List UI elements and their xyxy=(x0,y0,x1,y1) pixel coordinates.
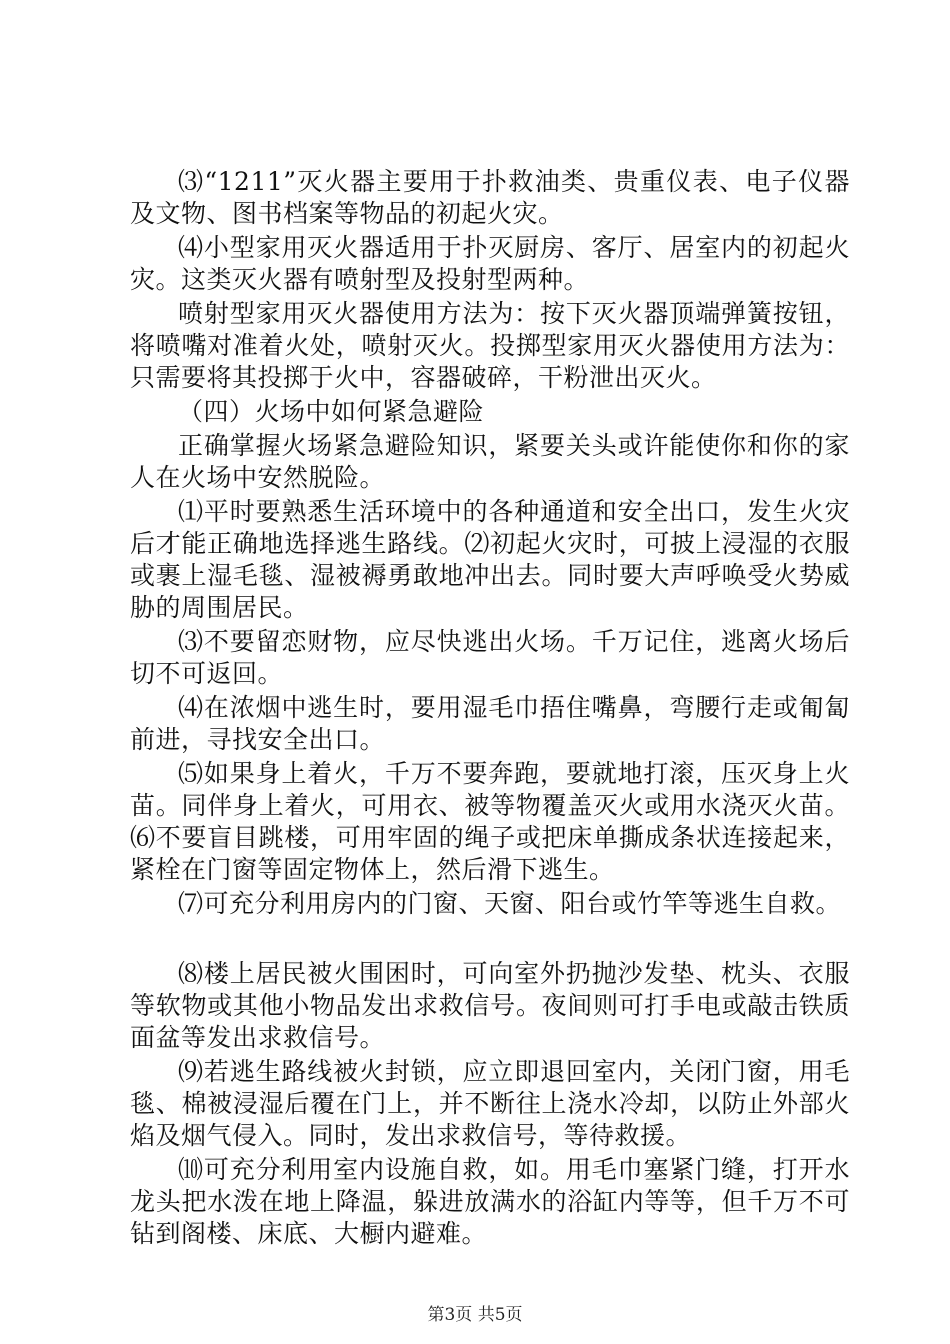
section-heading-emergency: （四）火场中如何紧急避险 xyxy=(178,397,485,426)
paragraph-item-5-6: ⑸如果身上着火，千万不要奔跑，要就地打滚，压灭身上火苗。同伴身上着火，可用衣、被等物覆盖灭火或用水浇灭火苗。⑹不要盲目跳楼，可用牢固的绳子或把床单撕成条状连接起来，紧栓在门窗等固定物体上，然后滑下逃生。 xyxy=(130,759,850,884)
paragraph-item-3: ⑶不要留恋财物，应尽快逃出火场。千万记住，逃离火场后切不可返回。 xyxy=(130,627,850,688)
paragraph-household-extinguisher: ⑷小型家用灭火器适用于扑灭厨房、客厅、居室内的初起火灾。这类灭火器有喷射型及投射型两种。 xyxy=(130,233,850,294)
paragraph-item-1-2: ⑴平时要熟悉生活环境中的各种通道和安全出口，发生火灾后才能正确地选择逃生路线。⑵初起火灾时，可披上浸湿的衣服或裹上湿毛毯、湿被褥勇敢地冲出去。同时要大声呼唤受火势威胁的周围居民。 xyxy=(130,497,850,622)
paragraph-item-10: ⑽可充分利用室内设施自救，如。用毛巾塞紧门缝，打开水龙头把水泼在地上降温，躲进放满水的浴缸内等等，但千万不可钻到阁楼、床底、大橱内避难。 xyxy=(130,1155,850,1248)
paragraph-usage-method: 喷射型家用灭火器使用方法为：按下灭火器顶端弹簧按钮，将喷嘴对准着火处，喷射灭火。投掷型家用灭火器使用方法为：只需要将其投掷于火中，容器破碎，干粉泄出灭火。 xyxy=(130,299,850,392)
paragraph-item-4: ⑷在浓烟中逃生时，要用湿毛巾捂住嘴鼻，弯腰行走或匍匐前进，寻找安全出口。 xyxy=(130,693,850,754)
page-footer: 第3页 共5页 xyxy=(427,1305,523,1325)
paragraph-intro-escape: 正确掌握火场紧急避险知识，紧要关头或许能使你和你的家人在火场中安然脱险。 xyxy=(130,431,850,492)
paragraph-1211-extinguisher: ⑶“1211”灭火器主要用于扑救油类、贵重仪表、电子仪器及文物、图书档案等物品的初起火灾。 xyxy=(130,167,850,228)
blank-gap xyxy=(130,922,850,958)
document-body xyxy=(130,166,850,1252)
paragraph-item-9: ⑼若逃生路线被火封锁，应立即退回室内，关闭门窗，用毛毯、棉被浸湿后覆在门上，并不断往上浇水冷却，以防止外部火焰及烟气侵入。同时，发出求救信号，等待救援。 xyxy=(130,1057,850,1150)
paragraph-item-7: ⑺可充分利用房内的门窗、天窗、阳台或竹竿等逃生自救。 xyxy=(178,889,842,918)
paragraph-item-8: ⑻楼上居民被火围困时，可向室外扔抛沙发垫、枕头、衣服等软物或其他小物品发出求救信号。夜间则可打手电或敲击铁质面盆等发出求救信号。 xyxy=(130,959,850,1052)
